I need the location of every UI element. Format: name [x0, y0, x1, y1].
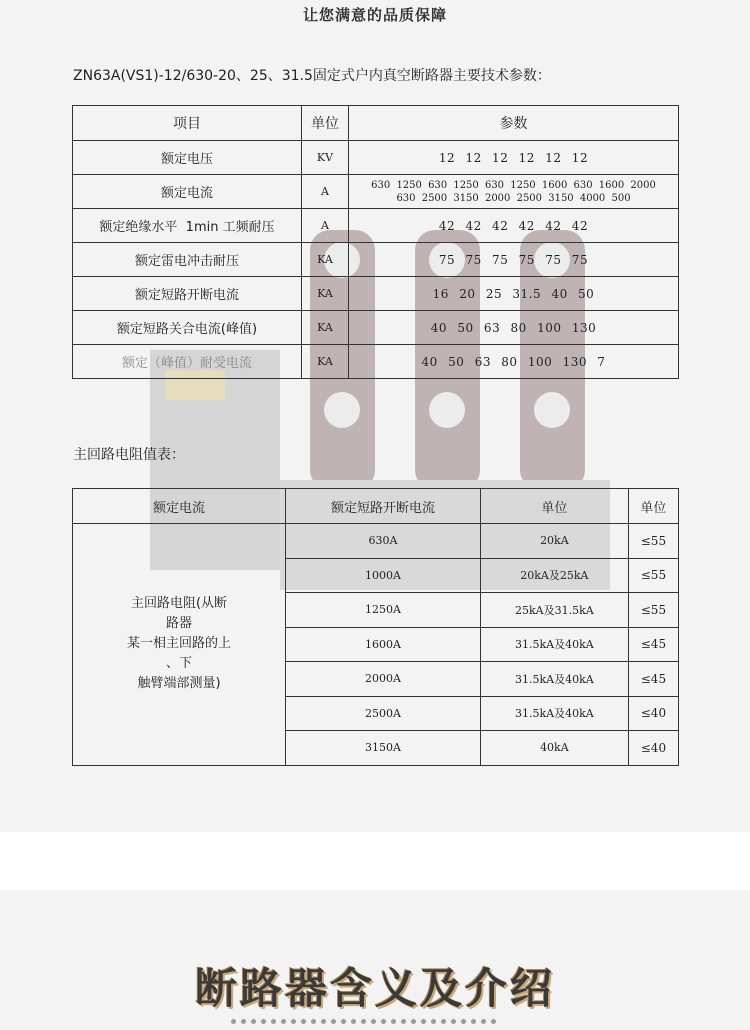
param-name: 额定电压 — [73, 141, 302, 175]
param-unit: KV — [302, 141, 349, 175]
resistance-table — [72, 488, 679, 766]
dot — [311, 1019, 316, 1024]
param-value: 40 50 63 80 100 130 — [349, 311, 679, 345]
dot — [441, 1019, 446, 1024]
resistance-value: ≤55 — [628, 558, 678, 593]
param-name: 额定（峰值）耐受电流 — [73, 345, 302, 379]
table-row — [73, 345, 679, 379]
breaking-current: 31.5kA及40kA — [480, 662, 628, 697]
param-value: 42 42 42 42 42 42 — [349, 209, 679, 243]
param-value: 40 50 63 80 100 130 7 — [349, 345, 679, 379]
dot — [411, 1019, 416, 1024]
dot — [391, 1019, 396, 1024]
breaking-current: 40kA — [480, 731, 628, 766]
breaking-current: 25kA及31.5kA — [480, 593, 628, 628]
dot — [281, 1019, 286, 1024]
dot — [491, 1019, 496, 1024]
dot — [291, 1019, 296, 1024]
desc-line: 主回路电阻(从断 — [130, 596, 228, 612]
rated-current: 2000A — [286, 662, 481, 697]
breaking-current: 31.5kA及40kA — [480, 696, 628, 731]
decorative-dots — [231, 1019, 496, 1024]
param-value: 12 12 12 12 12 12 — [349, 141, 679, 175]
breaking-current: 20kA及25kA — [480, 558, 628, 593]
dot — [341, 1019, 346, 1024]
dot — [301, 1019, 306, 1024]
param-name: 额定短路开断电流 — [73, 277, 302, 311]
param-name: 额定电流 — [73, 175, 302, 209]
header-breaking-current: 额定短路开断电流 — [286, 489, 481, 524]
dot — [421, 1019, 426, 1024]
dot — [351, 1019, 356, 1024]
param-unit: KA — [302, 277, 349, 311]
header-unit-a: 单位 — [480, 489, 628, 524]
desc-line: 触臂端部测量) — [137, 676, 221, 692]
header-params: 参数 — [349, 106, 679, 141]
param-value-line2: 630 2500 3150 2000 2500 3150 4000 500 — [396, 192, 631, 204]
breaking-current: 31.5kA及40kA — [480, 627, 628, 662]
dot — [471, 1019, 476, 1024]
table-row — [73, 311, 679, 345]
dot — [461, 1019, 466, 1024]
dot — [271, 1019, 276, 1024]
dot — [451, 1019, 456, 1024]
param-unit: KA — [302, 243, 349, 277]
param-unit: KA — [302, 311, 349, 345]
rated-current: 2500A — [286, 696, 481, 731]
param-value-line1: 630 1250 630 1250 630 1250 1600 630 1600 2000 — [371, 179, 656, 191]
dot — [431, 1019, 436, 1024]
desc-line: 、下 — [165, 656, 192, 672]
header-unit: 单位 — [302, 106, 349, 141]
rated-current: 1600A — [286, 627, 481, 662]
table-row — [73, 175, 679, 209]
param-value — [349, 175, 679, 209]
rated-current: 1000A — [286, 558, 481, 593]
dot — [401, 1019, 406, 1024]
table-row — [73, 141, 679, 175]
dot — [331, 1019, 336, 1024]
resistance-value: ≤40 — [628, 696, 678, 731]
header-unit-b: 单位 — [628, 489, 678, 524]
dot — [251, 1019, 256, 1024]
dot — [321, 1019, 326, 1024]
desc-line: 某一相主回路的上 — [126, 636, 231, 652]
dot — [381, 1019, 386, 1024]
resistance-value: ≤40 — [628, 731, 678, 766]
table-row — [73, 524, 679, 559]
rated-current: 3150A — [286, 731, 481, 766]
dot — [371, 1019, 376, 1024]
resistance-value: ≤55 — [628, 593, 678, 628]
section-heading: 断路器含义及介绍 — [194, 964, 555, 1013]
param-unit: A — [302, 175, 349, 209]
params-header-row — [73, 106, 679, 141]
table-row — [73, 243, 679, 277]
param-name: 额定雷电冲击耐压 — [73, 243, 302, 277]
params-table-title: ZN63A(VS1)-12/630-20、25、31.5固定式户内真空断路器主要技术参数： — [73, 68, 551, 84]
resistance-description — [73, 524, 286, 766]
rated-current: 1250A — [286, 593, 481, 628]
dot — [261, 1019, 266, 1024]
resistance-table-title: 主回路电阻值表： — [73, 447, 185, 463]
dot — [231, 1019, 236, 1024]
breaking-current: 20kA — [480, 524, 628, 559]
resistance-value: ≤45 — [628, 627, 678, 662]
desc-line: 路器 — [165, 616, 192, 632]
resistance-value: ≤55 — [628, 524, 678, 559]
resistance-value: ≤45 — [628, 662, 678, 697]
header-item: 项目 — [73, 106, 302, 141]
dot — [241, 1019, 246, 1024]
param-value: 75 75 75 75 75 75 — [349, 243, 679, 277]
dot — [481, 1019, 486, 1024]
param-name: 额定短路关合电流(峰值) — [73, 311, 302, 345]
header-rated-current: 额定电流 — [73, 489, 286, 524]
headline: 让您满意的品质保障 — [302, 6, 447, 24]
param-unit: A — [302, 209, 349, 243]
param-value: 16 20 25 31.5 40 50 — [349, 277, 679, 311]
param-unit: KA — [302, 345, 349, 379]
table-row — [73, 277, 679, 311]
param-name: 额定绝缘水平 1min 工频耐压 — [73, 209, 302, 243]
resistance-header-row — [73, 489, 679, 524]
table-row — [73, 209, 679, 243]
rated-current: 630A — [286, 524, 481, 559]
params-table — [72, 105, 679, 379]
dot — [361, 1019, 366, 1024]
